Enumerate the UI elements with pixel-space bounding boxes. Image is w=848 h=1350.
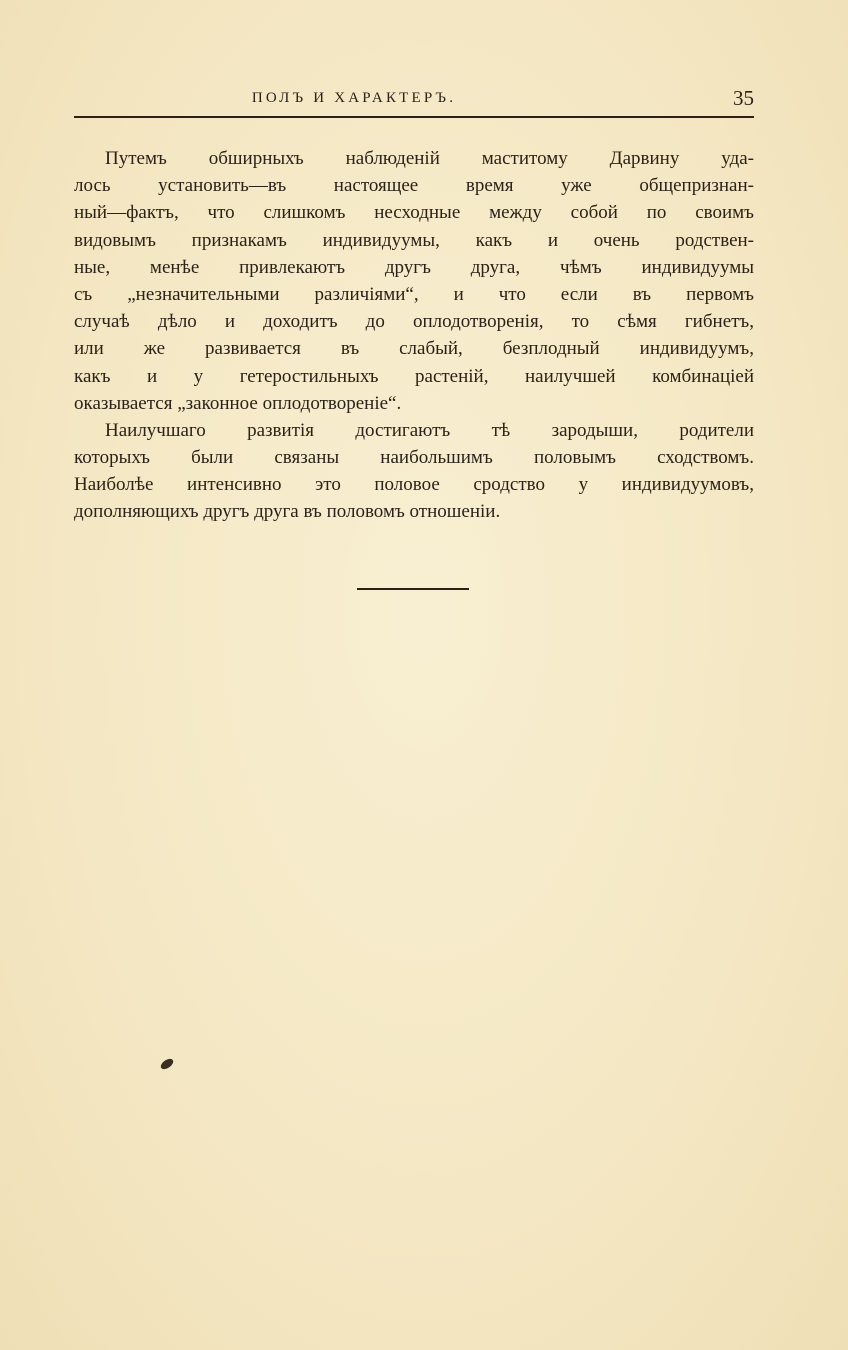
text-line: Наилучшаго развитія достигаютъ тѣ зародыши, родители [105,419,754,441]
text-line: лось установить—въ настоящее время уже общепризнан- [74,175,754,197]
text-line: или же развивается въ слабый, безплодный индивидуумъ, [74,338,754,360]
page-number: 35 [733,86,754,110]
running-title: ПОЛЪ И ХАРАКТЕРЪ. [251,90,457,106]
text-line: Наиболѣе интенсивно это половое сродство у индивидуумовъ, [74,474,754,496]
header-rule [74,116,754,118]
text-line: какъ и у гетеростильныхъ растеній, наилучшей комбинаціей [74,365,754,387]
text-line: съ „незначительными различіями“, и что если въ первомъ [74,283,754,305]
text-line: ные, менѣе привлекаютъ другъ друга, чѣмъ индивидуумы [74,256,754,278]
section-end-rule [357,588,469,590]
text-line: которыхъ были связаны наибольшимъ половымъ сходствомъ. [74,447,754,469]
text-line: ный—фактъ, что слишкомъ несходные между собой по своимъ [74,202,754,224]
running-head [74,88,754,112]
body-text [74,145,754,526]
text-line: оказывается „законное оплодотвореніе“. [74,392,402,414]
text-line: дополняющихъ другъ друга въ половомъ отношеніи. [74,501,501,523]
text-line: видовымъ признакамъ индивидуумы, какъ и очень родствен- [74,229,754,251]
text-line: Путемъ обширныхъ наблюденій маститому Дарвину уда- [105,148,754,169]
text-line: случаѣ дѣло и доходитъ до оплодотворенія, то сѣмя гибнетъ, [74,311,754,333]
ink-blot [159,1057,175,1072]
